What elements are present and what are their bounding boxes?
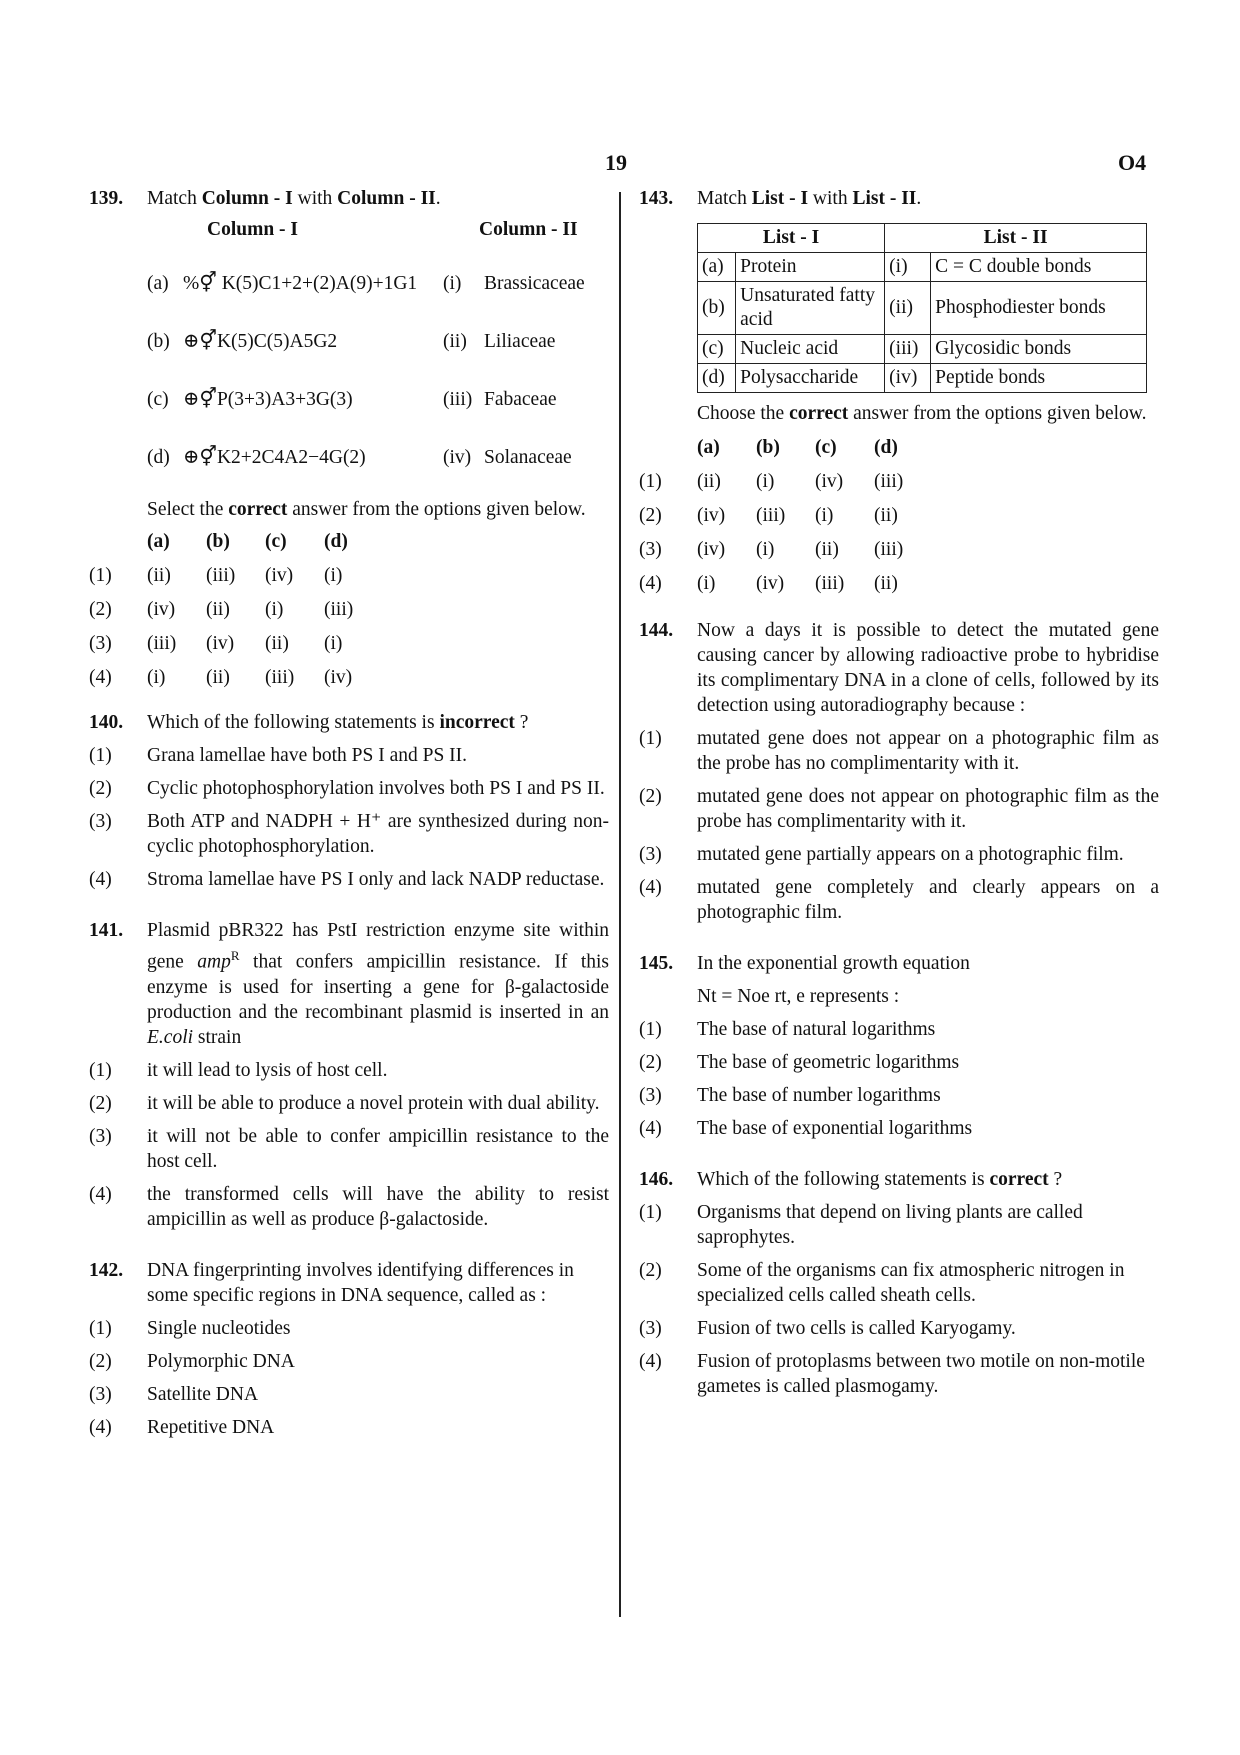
answer-grid: (a) (b) (c) (d) (1) (ii) (i) (iv) (iii) (2) (iv) (iii) (i) (ii) (3) (iv) (i) (ii) (iii) (4) (i) (iv) (iii) (ii) bbox=[639, 436, 1159, 606]
question-139: 139. Match Column - I with Column - II. bbox=[89, 188, 441, 209]
match-row: (d) ⊕⚥K2+2C4A2−4G(2) (iv) Solanaceae bbox=[147, 447, 572, 468]
question-number: 141. bbox=[89, 920, 124, 941]
growth-equation: Nt = Noe rt, e represents : bbox=[697, 986, 900, 1007]
question-140: 140. Which of the following statements is incorrect ? bbox=[89, 712, 529, 733]
question-number: 143. bbox=[639, 188, 674, 209]
option-2[interactable]: (2) Polymorphic DNA bbox=[89, 1350, 295, 1372]
option-2[interactable]: (2) Some of the organisms can fix atmospheric nitrogen in specialized cells called sheath cells. bbox=[639, 1260, 1125, 1306]
match-row: (a) %⚥ K(5)C1+2+(2)A(9)+1G1 (i) Brassicaceae bbox=[147, 273, 585, 294]
option-3[interactable]: (3) Both ATP and NADPH + H⁺ are synthesized during non-cyclic photophosphorylation. bbox=[89, 811, 609, 857]
floral-formula: ⊕⚥K2+2C4A2−4G(2) bbox=[183, 447, 366, 468]
column-headers bbox=[89, 219, 609, 255]
question-number: 139. bbox=[89, 188, 124, 209]
question-number: 142. bbox=[89, 1259, 124, 1281]
question-142: 142. DNA fingerprinting involves identifying differences in some specific regions in DNA sequence, called as : bbox=[89, 1259, 574, 1306]
option-2[interactable]: (2) mutated gene does not appear on photographic film as the probe has complimentarity with it. bbox=[639, 786, 1159, 832]
question-144: 144. Now a days it is possible to detect the mutated gene causing cancer by allowing radioactive probe to hybridise its complimentary DNA in a clone of cells, followed by its detection using autoradiography because : bbox=[639, 620, 1159, 716]
option-1[interactable]: (1) Grana lamellae have both PS I and PS II. bbox=[89, 745, 468, 766]
select-instruction: Select the correct answer from the options given below. bbox=[147, 499, 586, 520]
option-4[interactable]: (4) mutated gene completely and clearly appears on a photographic film. bbox=[639, 877, 1159, 923]
list-1-header: List - I bbox=[698, 224, 885, 253]
option-3[interactable]: (3) Satellite DNA bbox=[89, 1383, 259, 1405]
table-row: (b) Unsaturated fatty acid (ii) Phosphodiester bonds bbox=[698, 282, 1147, 335]
option-3[interactable]: (3) it will not be able to confer ampicillin resistance to the host cell. bbox=[89, 1125, 609, 1172]
option-4[interactable]: (4) Repetitive DNA bbox=[89, 1416, 275, 1438]
option-4[interactable]: (4) the transformed cells will have the ability to resist ampicillin as well as produce β-galactoside. bbox=[89, 1183, 609, 1230]
option-1[interactable]: (1) bbox=[639, 471, 662, 492]
right-column bbox=[639, 186, 1159, 1399]
page-number: 19 bbox=[605, 150, 627, 175]
floral-formula: ⊕⚥K(5)C(5)A5G2 bbox=[183, 331, 338, 352]
option-3[interactable]: (3) Fusion of two cells is called Karyogamy. bbox=[639, 1318, 1016, 1339]
floral-formula: ⊕⚥P(3+3)A3+3G(3) bbox=[183, 389, 353, 410]
column-2-header: Column - II bbox=[479, 219, 578, 240]
question-141: 141. Plasmid pBR322 has PstI restriction enzyme site within gene amp$^R$ that confers ampicillin resistance. If this enzyme is used for inserting a gene for β-galactoside production and the recombinant plasmid is inserted in an E.coli strain bbox=[89, 920, 610, 1048]
paper-code: O4 bbox=[1118, 150, 1147, 175]
question-143: 143. Match List - I with List - II. bbox=[639, 188, 922, 209]
option-1[interactable]: (1) mutated gene does not appear on a photographic film as the probe has no complimentarity with it. bbox=[639, 728, 1159, 774]
floral-formula: %⚥ K(5)C1+2+(2)A(9)+1G1 bbox=[183, 273, 418, 294]
option-1[interactable]: (1) The base of natural logarithms bbox=[639, 1019, 936, 1040]
option-1[interactable]: (1) Single nucleotides bbox=[89, 1317, 291, 1339]
option-3[interactable]: (3) mutated gene partially appears on a photographic film. bbox=[639, 844, 1124, 865]
option-2[interactable]: (2) The base of geometric logarithms bbox=[639, 1052, 960, 1073]
table-row: (d) Polysaccharide (iv) Peptide bonds bbox=[698, 364, 1147, 393]
option-4[interactable]: (4) Stroma lamellae have PS I only and lack NADP reductase. bbox=[89, 869, 605, 890]
option-1[interactable]: (1) it will lead to lysis of host cell. bbox=[89, 1059, 388, 1081]
column-1-header: Column - I bbox=[207, 219, 299, 240]
question-number: 140. bbox=[89, 712, 124, 733]
option-4[interactable]: (4) The base of exponential logarithms bbox=[639, 1118, 973, 1139]
option-3[interactable]: (3) bbox=[639, 539, 662, 560]
option-2[interactable]: (2) it will be able to produce a novel protein with dual ability. bbox=[89, 1092, 600, 1114]
option-2[interactable]: (2) bbox=[89, 599, 112, 620]
table-row: (a) Protein (i) C = C double bonds bbox=[698, 253, 1147, 282]
option-4[interactable]: (4) bbox=[639, 573, 662, 594]
left-column bbox=[89, 186, 609, 1440]
column-divider bbox=[619, 192, 621, 1617]
option-4[interactable]: (4) bbox=[89, 667, 112, 688]
match-table bbox=[697, 223, 1147, 393]
match-row: (c) ⊕⚥P(3+3)A3+3G(3) (iii) Fabaceae bbox=[147, 389, 557, 410]
option-3[interactable]: (3) The base of number logarithms bbox=[639, 1085, 941, 1106]
option-2[interactable]: (2) Cyclic photophosphorylation involves both PS I and PS II. bbox=[89, 778, 605, 799]
option-1[interactable]: (1) bbox=[89, 565, 112, 586]
match-rows bbox=[89, 255, 609, 487]
choose-instruction: Choose the correct answer from the options given below. bbox=[697, 403, 1147, 424]
question-146: 146. Which of the following statements is correct ? bbox=[639, 1169, 1063, 1190]
question-number: 144. bbox=[639, 620, 674, 641]
question-145: 145. In the exponential growth equation bbox=[639, 953, 970, 974]
option-3[interactable]: (3) bbox=[89, 633, 112, 654]
match-row: (b) ⊕⚥K(5)C(5)A5G2 (ii) Liliaceae bbox=[147, 331, 556, 352]
question-number: 145. bbox=[639, 953, 674, 974]
option-2[interactable]: (2) bbox=[639, 505, 662, 526]
answer-grid: (a) (b) (c) (d) (1) (ii) (iii) (iv) (i) (2) (iv) (ii) (i) (iii) (3) (iii) (iv) (ii) (i) (4) (i) (ii) (iii) (iv) bbox=[89, 530, 609, 700]
table-row: (c) Nucleic acid (iii) Glycosidic bonds bbox=[698, 335, 1147, 364]
question-number: 146. bbox=[639, 1169, 674, 1190]
option-4[interactable]: (4) Fusion of protoplasms between two motile on non-motile gametes is called plasmogamy. bbox=[639, 1351, 1145, 1397]
option-1[interactable]: (1) Organisms that depend on living plants are called saprophytes. bbox=[639, 1202, 1083, 1248]
list-2-header: List - II bbox=[885, 224, 1147, 253]
